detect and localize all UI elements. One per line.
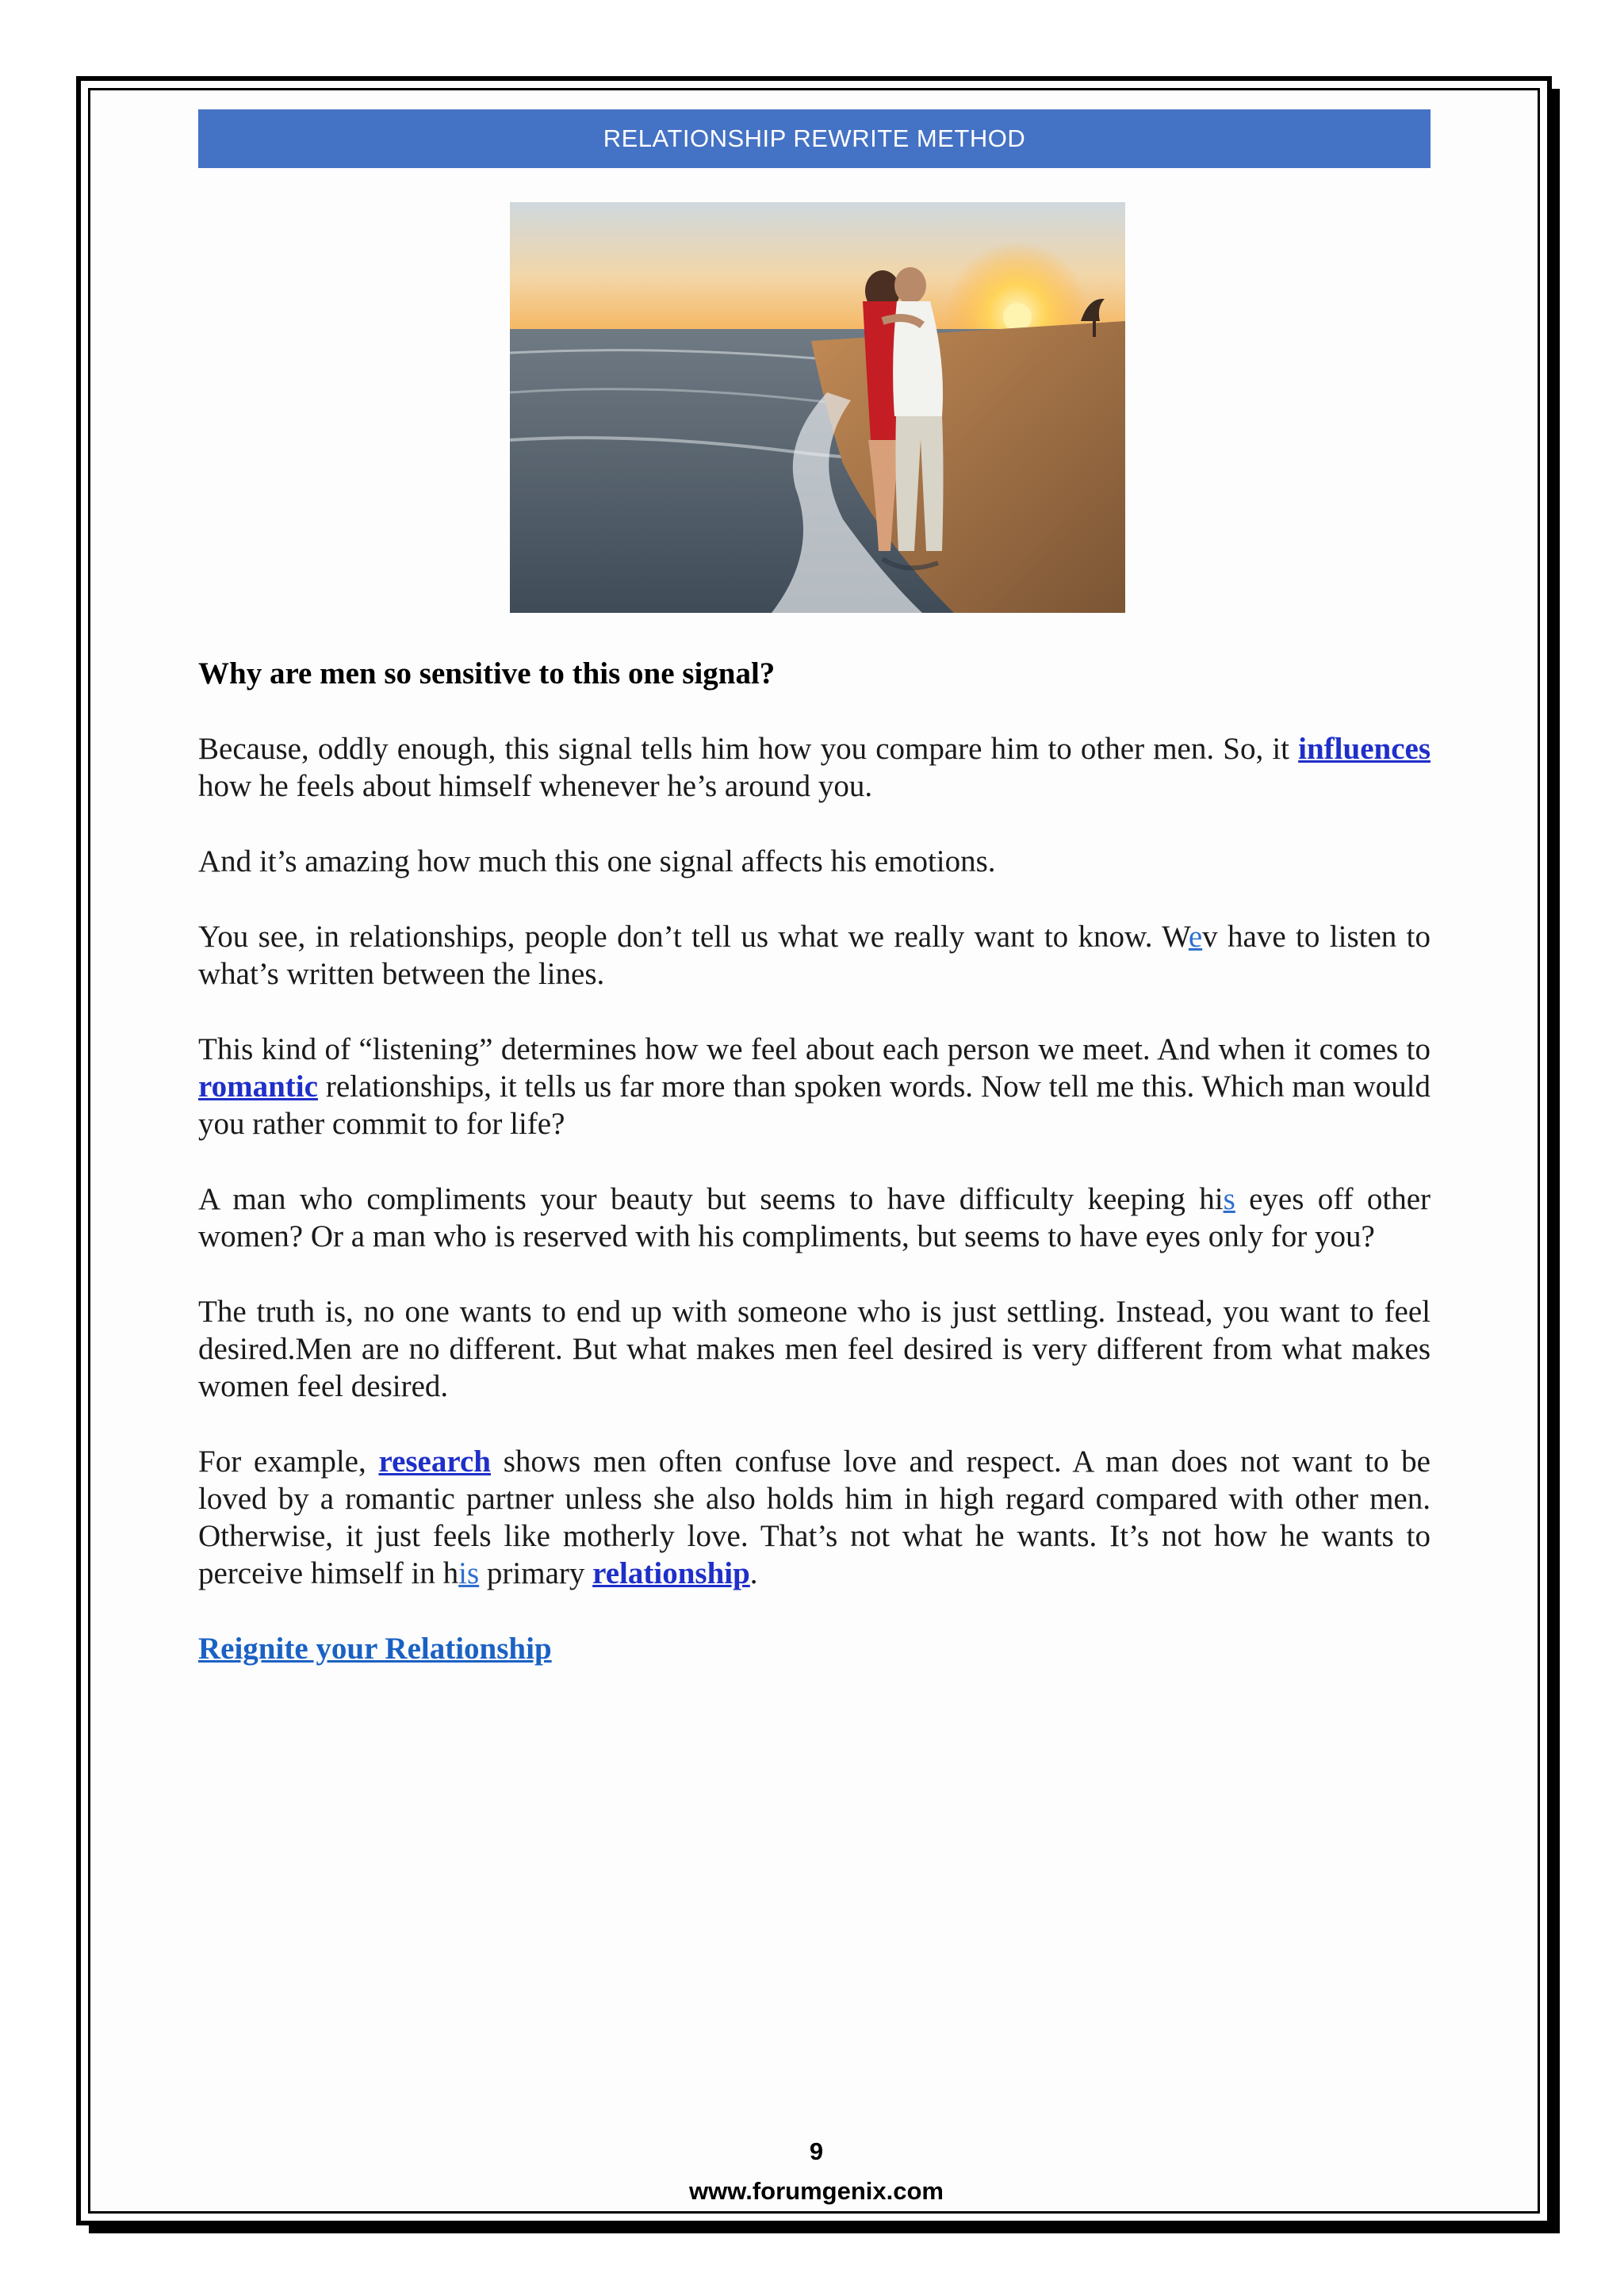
romantic-link[interactable]: romantic [198,1070,318,1104]
relationship-link[interactable]: relationship [592,1556,750,1590]
paragraph-2: And it’s amazing how much this one signal affects his emotions. [198,844,996,878]
header-banner: RELATIONSHIP REWRITE METHOD [198,109,1431,168]
paragraph-text: eyes off other women? Or a man who is reserved with his compliments, but seems to have eyes only for you? [198,1182,1431,1253]
paragraph-text: Because, oddly enough, this signal tells him how you compare him to other men. So, it [198,732,1299,766]
paragraph-text: For example, [198,1445,379,1479]
influences-link[interactable]: influences [1298,732,1431,766]
paragraph-text: . [749,1556,758,1590]
section-heading: Why are men so sensitive to this one signal? [198,656,776,691]
page-number: 9 [809,2137,824,2165]
page-border [88,88,1540,2214]
research-link[interactable]: research [378,1445,491,1479]
inline-link-e[interactable]: e [1188,920,1203,954]
paragraph-text: shows men often confuse love and respect. A man does not want to be loved by a romantic partner unless she also holds him in high regard compared with other men. Otherwise, it just feels like motherly love. That’s not what he wants. It’s not how he wants to perceive himself in h [198,1445,1431,1590]
reignite-relationship-link[interactable]: Reignite your Relationship [198,1632,552,1666]
paragraph-text: primary [479,1556,593,1590]
paragraph-7 [198,1443,1431,1592]
paragraph-5 [198,1181,1431,1255]
paragraph-1 [198,730,1431,805]
paragraph-text: A man who compliments your beauty but seems to have difficulty keeping hi [198,1182,1224,1216]
inline-link-s[interactable]: s [1223,1182,1235,1216]
cta-paragraph [198,1630,1431,1667]
footer-url: www.forumgenix.com [689,2177,944,2205]
paragraph-3 [198,918,1431,993]
inline-link-is[interactable]: is [458,1556,480,1590]
paragraph-6: The truth is, no one wants to end up with someone who is just settling. Instead, you want to feel desired.Men are no different. But what makes men feel desired is very different from what makes women feel desired. [198,1295,1431,1403]
article-body [198,655,1431,1705]
beach-couple-image [510,202,1125,613]
paragraph-4 [198,1031,1431,1142]
paragraph-text: v have to listen to what’s written between the lines. [198,920,1431,991]
paragraph-text: relationships, it tells us far more than spoken words. Now tell me this. Which man would you rather commit to for life? [198,1070,1431,1141]
paragraph-text: how he feels about himself whenever he’s around you. [198,769,873,803]
paragraph-text: This kind of “listening” determines how we feel about each person we meet. And when it comes to [198,1032,1431,1066]
paragraph-text: You see, in relationships, people don’t tell us what we really want to know. W [198,920,1189,954]
page-frame [76,76,1552,2225]
